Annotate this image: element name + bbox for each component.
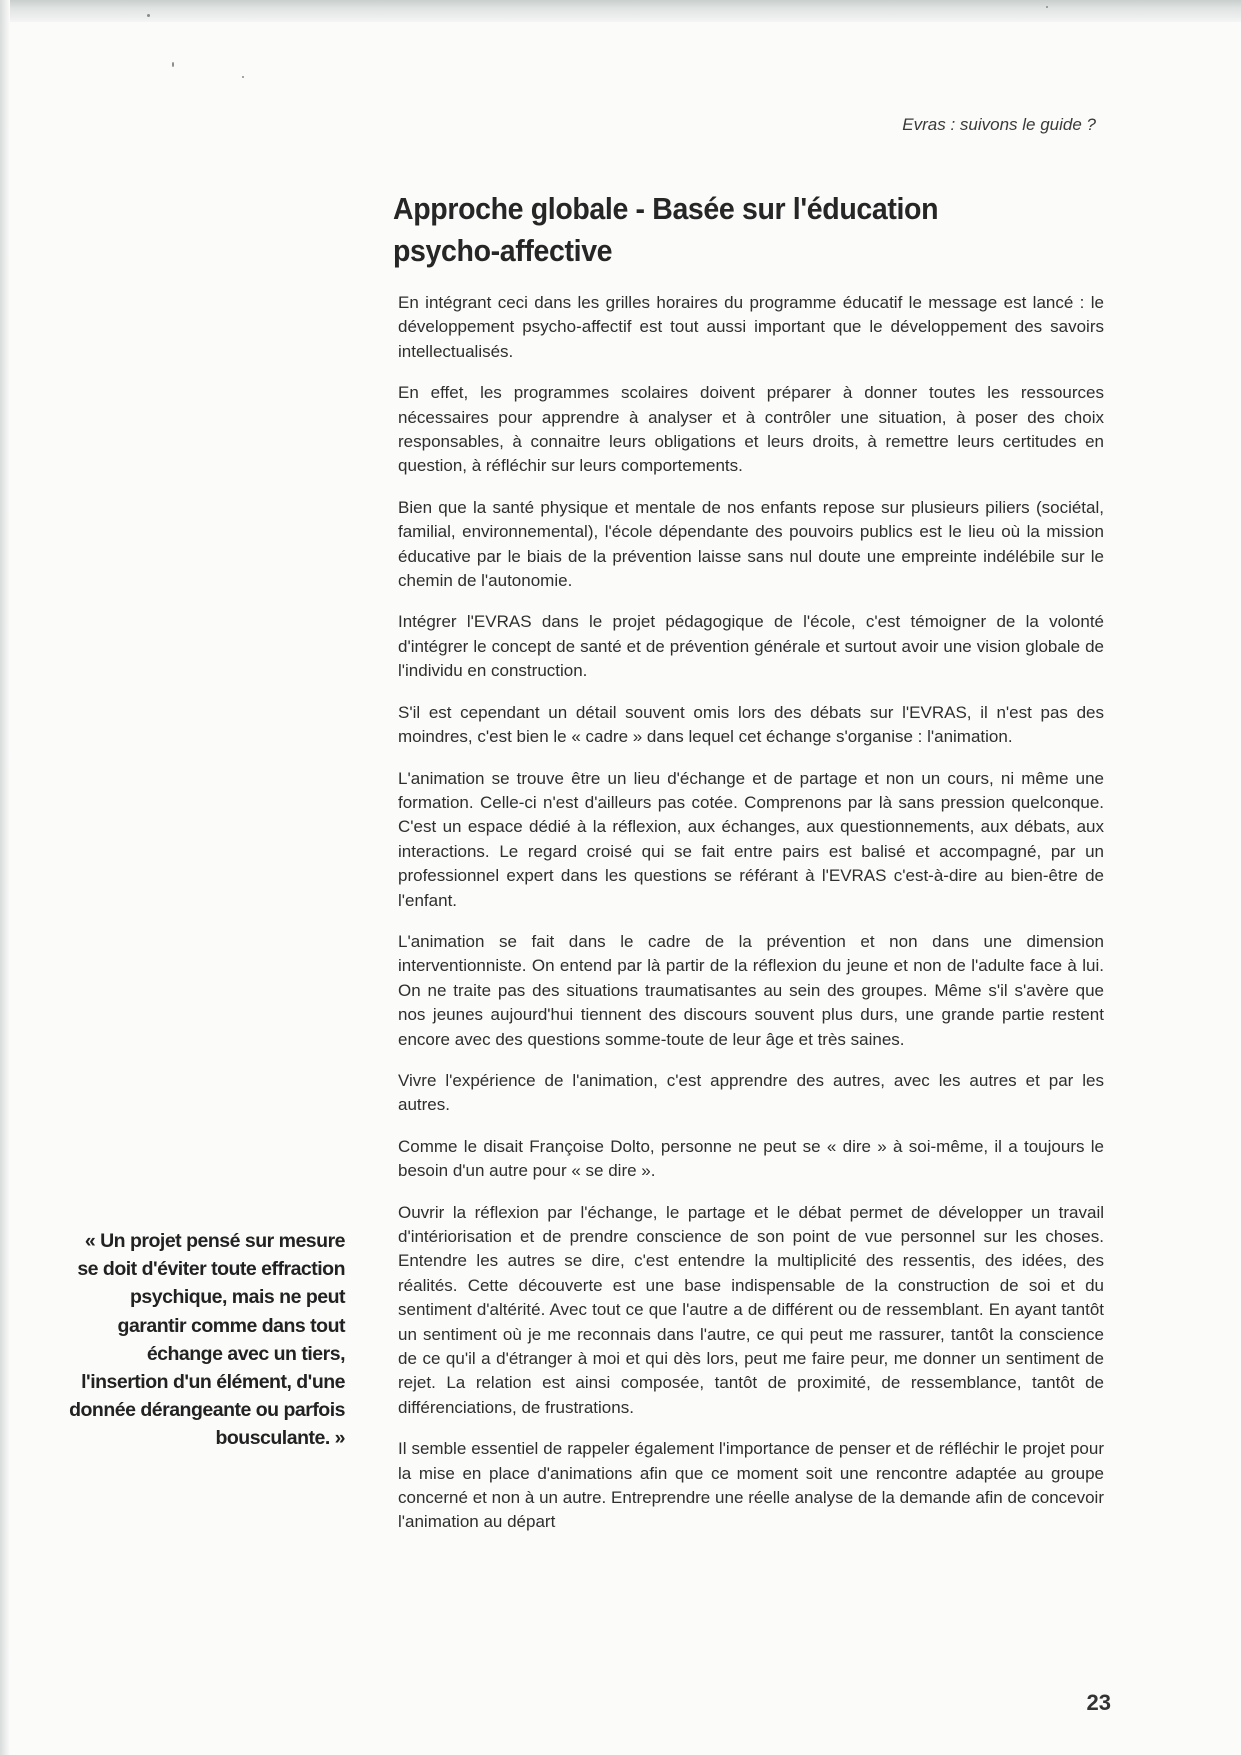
paragraph: Bien que la santé physique et mentale de nos enfants repose sur plusieurs piliers (sociétal, familial, environnemental), l'école dépendante des pouvoirs publics est le lieu où la mission éducative par le biais de la prévention laisse sans nul doute une empreinte indélébile sur le chemin de l'autonomie.	[398, 497, 1104, 591]
paragraph: Comme le disait Françoise Dolto, personne ne peut se « dire » à soi-même, il a toujours le besoin d'un autre pour « se dire ».	[398, 1136, 1104, 1181]
page-number: 23	[1086, 1690, 1111, 1715]
paragraph: Il semble essentiel de rappeler également l'importance de penser et de réfléchir le projet pour la mise en place d'animations afin que ce moment soit une rencontre adaptée au groupe concerné et non à un autre. Entreprendre une réelle analyse de la demande afin de concevoir l'animation au départ	[398, 1439, 1104, 1532]
running-header: Evras : suivons le guide ?	[902, 115, 1096, 134]
paragraph: Intégrer l'EVRAS dans le projet pédagogique de l'école, c'est témoigner de la volonté d'intégrer le concept de santé et de prévention générale et surtout avoir une vision globale de l'individu en construction.	[398, 612, 1104, 681]
paragraph: Vivre l'expérience de l'animation, c'est apprendre des autres, avec les autres et par les autres.	[398, 1070, 1104, 1115]
scan-top-edge	[0, 0, 1241, 22]
scan-speck	[172, 62, 174, 67]
paragraph: Ouvrir la réflexion par l'échange, le partage et le débat permet de développer un travail d'intériorisation et de prendre conscience de son point de vue personnel sur les choses. Entendre les autres se dire, c'est entendre la multiplicité des ressentis, des idées, des réalités. Cette découverte est une base indispensable de la construction de soi et du sentiment d'altérité. Avec tout ce que l'autre a de différent ou de ressemblant. En ayant tantôt un sentiment où je me reconnais dans l'autre, ce qui peut me rassurer, tantôt la conscience de ce qu'il a d'étranger à moi et qui dès lors, peut me faire peur, me donner un sentiment de rejet. La relation est ainsi composée, tantôt de proximité, de ressemblance, tantôt de différenciations, de frustrations.	[398, 1202, 1104, 1417]
scan-speck	[242, 76, 244, 78]
paragraph: S'il est cependant un détail souvent omis lors des débats sur l'EVRAS, il n'est pas des moindres, c'est bien le « cadre » dans lequel cet échange s'organise : l'animation.	[398, 702, 1104, 747]
article-body	[398, 291, 1104, 1552]
article-title: Approche globale - Basée sur l'éducation psycho-affective	[393, 191, 939, 268]
pull-quote: « Un projet pensé sur mesure se doit d'éviter toute effraction psychique, mais ne peut garantir comme dans tout échange avec un tiers, l'insertion d'un élément, d'une donnée dérangeante ou parfois bousculante. »	[69, 1230, 345, 1450]
scan-speck	[147, 14, 150, 17]
paragraph: En intégrant ceci dans les grilles horaires du programme éducatif le message est lancé : le développement psycho-affectif est tout aussi important que le développement des savoirs intellectualisés.	[398, 293, 1104, 361]
paragraph: L'animation se trouve être un lieu d'échange et de partage et non un cours, ni même une formation. Celle-ci n'est d'ailleurs pas cotée. Comprenons par là sans pression quelconque. C'est un espace dédié à la réflexion, aux échanges, aux questionnements, aux débats, aux interactions. Le regard croisé qui se fait entre pairs est balisé et accompagné, par un professionnel expert dans les questions se référant à l'EVRAS c'est-à-dire au bien-être de l'enfant.	[398, 768, 1104, 910]
paragraph: L'animation se fait dans le cadre de la prévention et non dans une dimension interventionniste. On entend par là partir de la réflexion du jeune et non de l'adulte face à lui. On ne traite pas des situations traumatisantes au sein des groupes. Même s'il s'avère que nos jeunes aujourd'hui tiennent des discours souvent plus durs, une grande partie restent encore avec des questions somme-toute de leur âge et très saines.	[398, 931, 1104, 1049]
scan-left-edge	[0, 0, 10, 1755]
scan-speck	[1046, 6, 1048, 8]
paragraph: En effet, les programmes scolaires doivent préparer à donner toutes les ressources nécessaires pour apprendre à analyser et à contrôler une situation, à poser des choix responsables, à connaitre leurs obligations et leurs droits, à remettre leurs certitudes en question, à réfléchir sur leurs comportements.	[398, 383, 1104, 476]
